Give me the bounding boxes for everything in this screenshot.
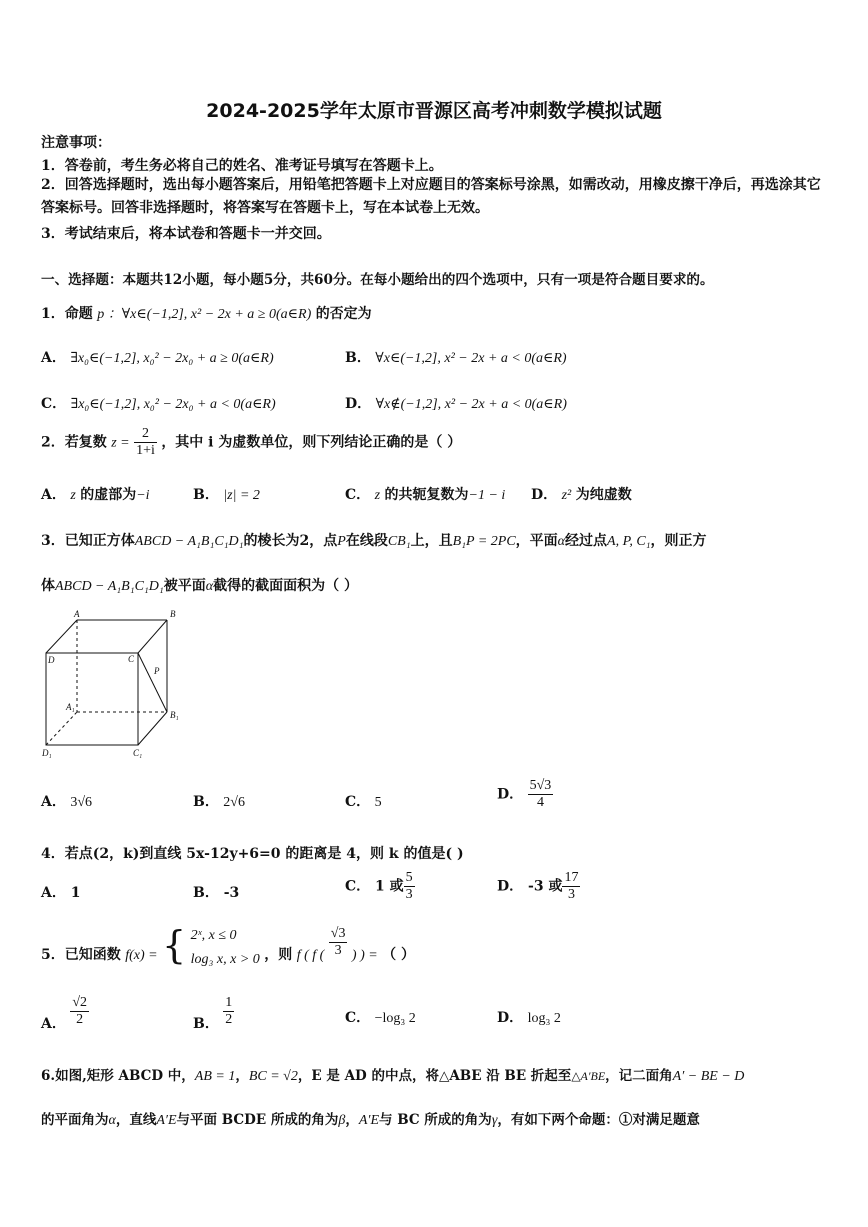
question-number: 3．已知正方体 [41, 533, 135, 549]
label-d1: D₁ [42, 748, 52, 758]
question-text: ，有如下两个命题：①对满足题意 [497, 1112, 700, 1128]
denominator: 2 [76, 1012, 84, 1027]
cube-figure [36, 608, 196, 764]
numerator: 2 [134, 426, 157, 443]
edge-cb [138, 620, 167, 653]
label-a: A [74, 609, 80, 619]
option-label: D． [497, 878, 524, 895]
option-math: −i [136, 488, 150, 503]
denominator: 3 [405, 887, 413, 902]
option-label: B． [193, 487, 219, 503]
q3-option-b[interactable] [193, 791, 245, 811]
math-expression: ABCD − A₁B₁C₁D₁ [134, 534, 244, 549]
math-expression: CB₁ [387, 534, 411, 549]
option-text: 的共轭复数为 [384, 487, 469, 503]
option-text: -3 [223, 885, 240, 901]
math-expression: A′E [358, 1113, 379, 1128]
q3-option-a[interactable] [41, 791, 92, 811]
math-expression: γ [491, 1113, 498, 1128]
option-label: C． [41, 396, 67, 412]
question-text: ，平面 [515, 533, 558, 549]
math-expression: z = [111, 435, 130, 451]
option-label: C． [345, 487, 371, 503]
math-expression: A, P, C₁ [607, 534, 651, 549]
q5-option-b[interactable] [193, 995, 234, 1032]
numerator: √2 [72, 995, 88, 1010]
option-text: 1 [70, 885, 81, 901]
notice-item-3: 3．考试结束后，将本试卷和答题卡一并交回。 [41, 226, 331, 242]
option-label: D． [497, 786, 524, 803]
option-text: 1 或 [375, 878, 404, 895]
front-face [46, 653, 138, 745]
fraction [134, 426, 157, 459]
option-label: C． [345, 794, 371, 810]
option-label: D． [497, 1010, 524, 1026]
label-b: B [170, 609, 176, 619]
label-b1: B₁ [170, 710, 179, 720]
question-text: 被平面 [163, 578, 206, 594]
label-c: C [128, 654, 135, 664]
option-label: C． [345, 878, 371, 895]
option-math: z [374, 488, 381, 503]
question-text: ，其中 i 为虚数单位，则下列结论正确的是（ ） [161, 434, 462, 451]
option-text: ∀x∈(−1,2], x² − 2x + a < 0(a∈R) [375, 351, 567, 366]
option-text: 的虚部为 [80, 487, 137, 503]
question-text: 的棱长为2，点 [243, 533, 338, 549]
page-title: 2024-2025学年太原市晋源区高考冲刺数学模拟试题 [206, 100, 662, 122]
fraction [528, 778, 554, 811]
math-expression: ) ) = [351, 947, 378, 963]
math-expression: p ：∀x∈(−1,2], x² − 2x + a ≥ 0(a∈R) [97, 307, 312, 322]
notice-item-1: 1．答卷前，考生务必将自己的姓名、准考证号填写在答题卡上。 [41, 158, 443, 174]
option-text: 为纯虚数 [575, 487, 632, 503]
math-expression: f ( f ( [296, 947, 325, 963]
math-expression: P [337, 534, 346, 549]
q2-option-d[interactable] [531, 484, 632, 504]
q4-option-b[interactable] [193, 882, 239, 902]
q1-option-a[interactable] [41, 347, 274, 367]
numerator: 17 [564, 870, 579, 885]
q4-option-a[interactable] [41, 882, 81, 902]
left-brace: { [162, 923, 187, 967]
numerator: √3 [330, 926, 346, 941]
question-text: ， [235, 1068, 249, 1084]
q5-option-d[interactable] [497, 1007, 561, 1027]
option-label: B． [193, 1015, 219, 1032]
label-d: D [48, 655, 55, 665]
question-text: 与 BC 所成的角为 [379, 1112, 492, 1128]
edge-c1b1 [138, 712, 167, 745]
option-label: D． [531, 487, 558, 503]
fraction [562, 870, 580, 903]
option-text: 2√6 [223, 795, 245, 810]
label-a1: A₁ [66, 702, 75, 712]
case-2: log₃ x, x > 0 [190, 952, 260, 967]
question-text: 截得的截面面积为（ ） [213, 578, 359, 594]
question-text: ，记二面角 [605, 1068, 673, 1084]
q2-option-b[interactable] [193, 484, 260, 504]
question-6-line-1 [41, 1064, 744, 1085]
edge-d1a1 [46, 712, 77, 745]
math-expression: B₁P = 2PC [452, 534, 516, 549]
denominator: 1+i [136, 443, 155, 458]
segment-cb1 [138, 653, 167, 712]
q1-option-b[interactable] [345, 347, 567, 367]
math-expression: AB = 1 [194, 1069, 236, 1084]
question-text: ，则正方 [650, 533, 707, 549]
question-3-line-1 [41, 530, 707, 550]
question-2-stem [41, 426, 461, 459]
option-label: A． [41, 1015, 66, 1032]
question-3-line-2 [41, 575, 358, 595]
option-math: z² [561, 488, 572, 503]
q2-option-a[interactable] [41, 484, 150, 504]
math-expression: A′ − BE − D [672, 1069, 745, 1084]
question-6-line-2 [41, 1108, 700, 1129]
question-text: 的否定为 [315, 306, 372, 322]
math-expression: f(x) = [125, 947, 158, 963]
option-label: B． [193, 885, 219, 901]
option-math: z [70, 488, 76, 503]
label-c1: C₁ [133, 748, 143, 758]
question-text: 体 [41, 578, 55, 594]
question-text: ，直线 [115, 1112, 157, 1128]
option-label: A． [41, 885, 66, 901]
option-text: log₃ 2 [527, 1011, 561, 1026]
option-math: |z| = 2 [223, 488, 260, 503]
math-expression: ABCD − A₁B₁C₁D₁ [55, 579, 164, 594]
option-label: A． [41, 794, 66, 810]
option-label: B． [345, 350, 371, 366]
q5-option-c[interactable] [345, 1007, 416, 1027]
option-label: B． [193, 794, 219, 810]
numerator: 1 [225, 995, 233, 1010]
option-text: 5 [374, 795, 382, 810]
question-number: 1．命题 [41, 306, 93, 322]
option-label: C． [345, 1010, 371, 1026]
question-4-stem: 4．若点(2，k)到直线 5x-12y+6=0 的距离是 4，则 k 的值是( ) [41, 846, 464, 862]
q1-option-c[interactable] [41, 393, 276, 413]
question-text: 上，且 [410, 533, 453, 549]
notice-heading: 注意事项： [41, 135, 111, 151]
edge-da [46, 620, 77, 653]
question-number: 2．若复数 [41, 434, 107, 451]
option-math: −1 − i [468, 488, 506, 503]
math-expression: α [557, 534, 566, 549]
numerator: 5 [405, 870, 413, 885]
fraction [404, 870, 415, 903]
q3-option-d[interactable] [497, 778, 553, 811]
piecewise-cases [191, 924, 260, 972]
option-label: A． [41, 487, 66, 503]
section-header: 一、选择题：本题共12小题，每小题5分，共60分。在每小题给出的四个选项中，只有一项是符合题目要求的。 [41, 272, 714, 288]
denominator: 3 [567, 887, 575, 902]
math-expression: β [338, 1113, 346, 1128]
q4-option-c[interactable] [345, 870, 415, 903]
q2-option-c[interactable] [345, 484, 505, 504]
question-text: 在线段 [345, 533, 388, 549]
question-1-stem [41, 303, 372, 323]
option-label: D． [345, 396, 372, 412]
question-text: 的平面角为 [41, 1112, 109, 1128]
fraction [70, 995, 89, 1028]
label-p: P [154, 666, 160, 676]
math-expression: α [108, 1113, 116, 1128]
question-text: ， [345, 1112, 359, 1128]
question-5-stem [41, 922, 415, 976]
q1-option-d[interactable] [345, 393, 567, 413]
denominator: 3 [334, 943, 342, 958]
option-text: ∃x₀∈(−1,2], x₀² − 2x₀ + a < 0(a∈R) [70, 397, 276, 412]
case-1: 2ˣ, x ≤ 0 [190, 928, 237, 943]
fraction [329, 926, 348, 959]
option-text: -3 或 [528, 878, 563, 895]
fraction [223, 995, 234, 1028]
q3-option-c[interactable] [345, 791, 382, 811]
question-number: 5．已知函数 [41, 946, 121, 963]
option-text: 3√6 [70, 795, 93, 810]
math-expression: A′E [156, 1113, 177, 1128]
option-label: A． [41, 350, 66, 366]
option-text: ∃x₀∈(−1,2], x₀² − 2x₀ + a ≥ 0(a∈R) [70, 351, 274, 366]
denominator: 2 [225, 1012, 233, 1027]
option-text: ∀x∉(−1,2], x² − 2x + a < 0(a∈R) [375, 397, 567, 412]
q4-option-d[interactable] [497, 870, 580, 903]
question-text: ，E 是 AD 的中点，将△ABE 沿 BE 折起至 [297, 1068, 572, 1084]
question-text: （ ） [382, 946, 416, 963]
question-text: ，则 [264, 946, 293, 963]
denominator: 4 [536, 795, 544, 810]
math-expression: BC = √2 [248, 1069, 298, 1084]
question-text: 经过点 [565, 533, 608, 549]
q5-option-a[interactable] [41, 995, 89, 1032]
math-expression: α [205, 579, 214, 594]
math-expression: △A′BE [571, 1069, 606, 1083]
notice-item-2: 2．回答选择题时，选出每小题答案后，用铅笔把答题卡上对应题目的答案标号涂黑，如需改动，用橡皮擦干净后，再选涂其它答案标号。回答非选择题时，将答案写在答题卡上，写在本试卷上无效。 [41, 177, 821, 216]
option-text: −log₃ 2 [374, 1011, 416, 1026]
numerator: 5√3 [529, 778, 552, 793]
question-text: 与平面 BCDE 所成的角为 [176, 1112, 339, 1128]
question-number: 6.如图,矩形 ABCD 中， [41, 1068, 195, 1084]
